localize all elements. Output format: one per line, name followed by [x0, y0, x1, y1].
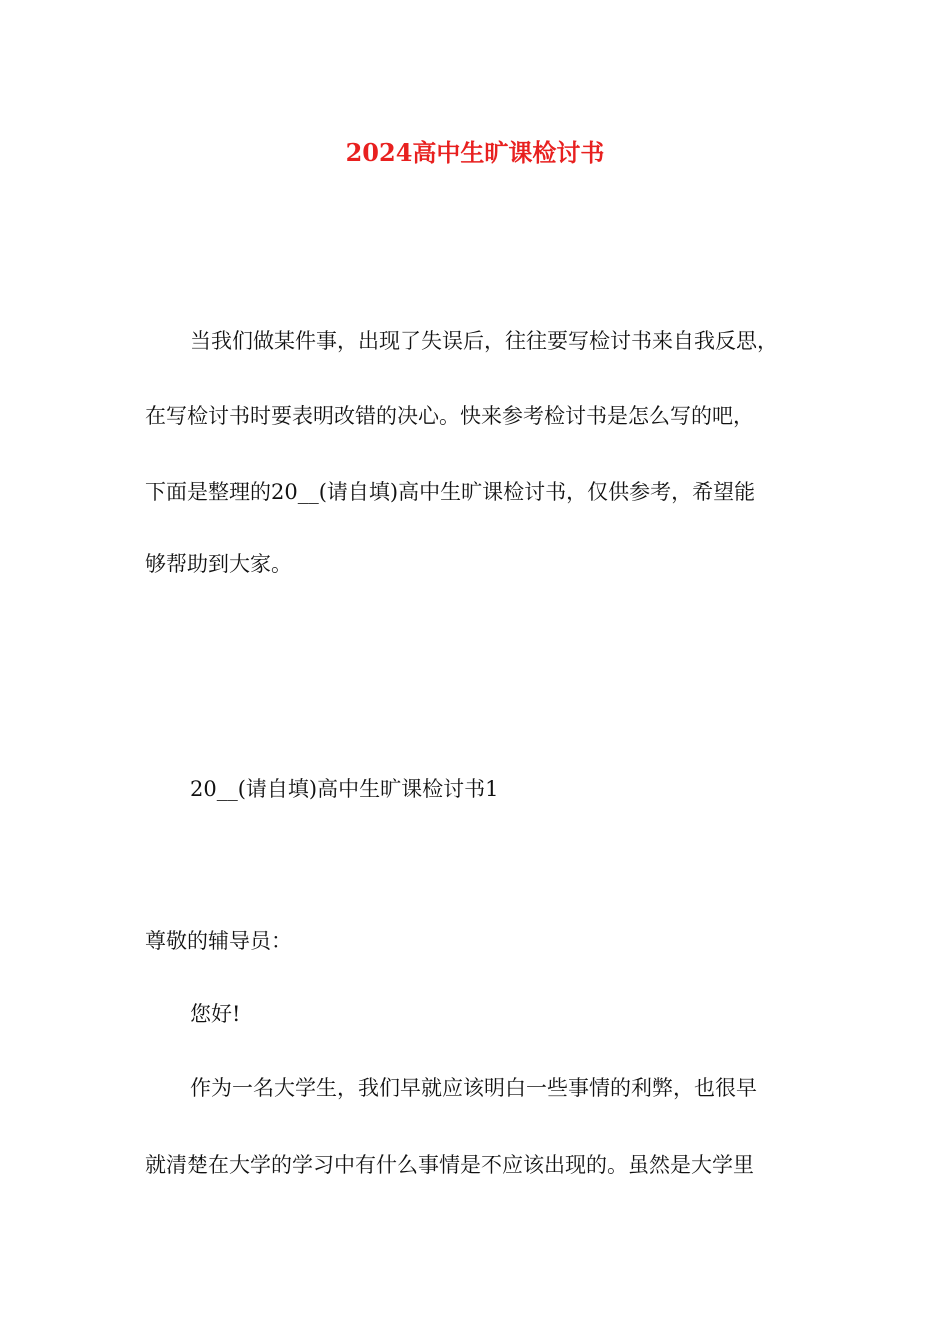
- body-line-1: 作为一名大学生，我们早就应该明白一些事情的利弊，也很早: [190, 1076, 757, 1100]
- intro-line-2: 在写检讨书时要表明改错的决心。快来参考检讨书是怎么写的吧，: [145, 404, 754, 428]
- body-line-2: 就清楚在大学的学习中有什么事情是不应该出现的。虽然是大学里: [145, 1153, 754, 1177]
- intro-line-3: 下面是整理的20__(请自填)高中生旷课检讨书，仅供参考，希望能: [145, 480, 756, 504]
- greeting: 您好!: [190, 1002, 241, 1026]
- document-title: 2024高中生旷课检讨书: [345, 138, 605, 167]
- section-heading: 20__(请自填)高中生旷课检讨书1: [190, 777, 499, 801]
- salutation: 尊敬的辅导员：: [145, 929, 292, 953]
- intro-line-4: 够帮助到大家。: [145, 552, 292, 576]
- intro-line-1: 当我们做某件事，出现了失误后，往往要写检讨书来自我反思，: [190, 329, 778, 353]
